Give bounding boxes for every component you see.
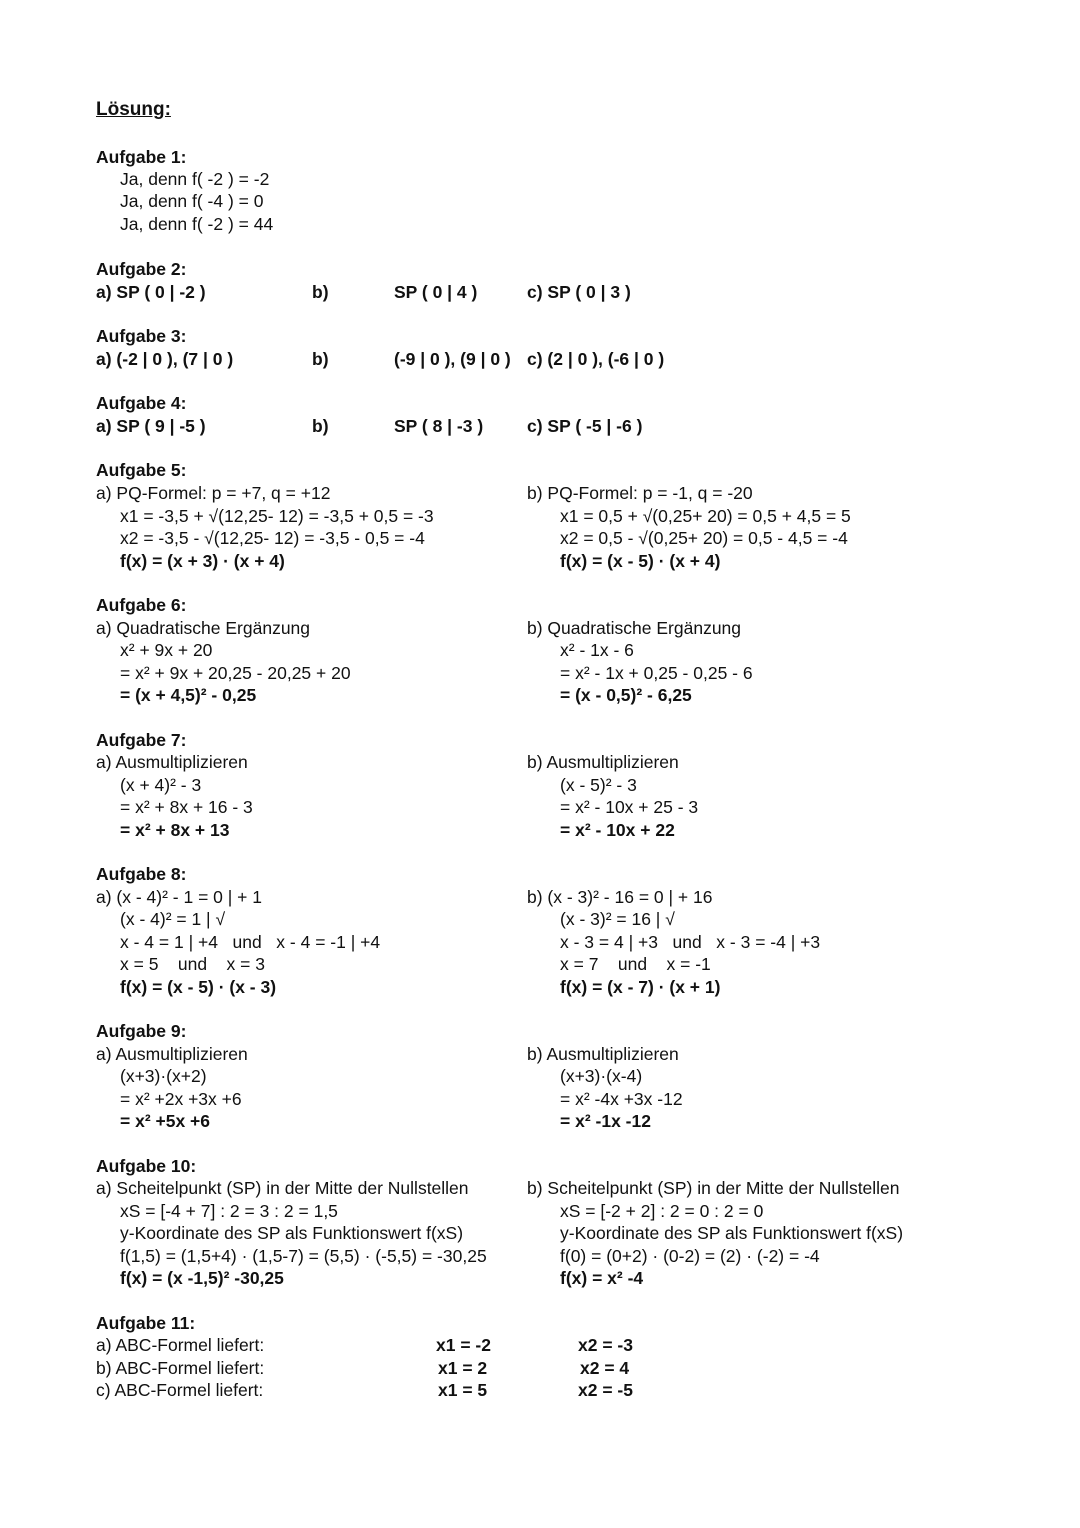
task-7a-result: = x² + 8x + 13 [120, 820, 230, 840]
task-9-heading: Aufgabe 9: [96, 1021, 187, 1041]
task-4-answer-b: SP ( 8 | -3 ) [394, 416, 484, 436]
task-6-heading: Aufgabe 6: [96, 595, 187, 615]
task-4-label-b: b) [312, 416, 329, 436]
task-8a-line: (x - 4)² = 1 | √ [120, 909, 226, 929]
task-7a-line: (x + 4)² - 3 [120, 775, 202, 795]
task-4-heading: Aufgabe 4: [96, 393, 187, 413]
task-8a-line: a) (x - 4)² - 1 = 0 | + 1 [96, 887, 262, 907]
task-8b-line: b) (x - 3)² - 16 = 0 | + 16 [527, 887, 713, 907]
task-10b-line: xS = [-2 + 2] : 2 = 0 : 2 = 0 [560, 1201, 764, 1221]
task-4-answer-a: a) SP ( 9 | -5 ) [96, 416, 206, 436]
task-11-x2: x2 = -3 [578, 1335, 633, 1355]
task-1-heading: Aufgabe 1: [96, 147, 187, 167]
task-10b-line: b) Scheitelpunkt (SP) in der Mitte der Nullstellen [527, 1178, 900, 1198]
task-2-answer-c: c) SP ( 0 | 3 ) [527, 282, 631, 302]
task-7a-line: a) Ausmultiplizieren [96, 752, 248, 772]
task-11-label: a) ABC-Formel liefert: [96, 1335, 265, 1355]
task-11-label: b) ABC-Formel liefert: [96, 1358, 265, 1378]
task-11-label: c) ABC-Formel liefert: [96, 1380, 264, 1400]
task-10b-line: f(0) = (0+2) · (0-2) = (2) · (-2) = -4 [560, 1246, 820, 1266]
task-9b-line: = x² -4x +3x -12 [560, 1089, 683, 1109]
task-7-heading: Aufgabe 7: [96, 730, 187, 750]
task-11-x1: x1 = -2 [436, 1335, 491, 1355]
task-11-x2: x2 = 4 [580, 1358, 630, 1378]
page-title: Lösung: [96, 99, 171, 120]
task-7b-result: = x² - 10x + 22 [560, 820, 675, 840]
task-5a-line: x2 = -3,5 - √(12,25- 12) = -3,5 - 0,5 = -4 [120, 528, 425, 548]
task-1-line: Ja, denn f( -2 ) = 44 [120, 214, 274, 234]
task-6b-result: = (x - 0,5)² - 6,25 [560, 685, 692, 705]
task-5a-line: x1 = -3,5 + √(12,25- 12) = -3,5 + 0,5 = -3 [120, 506, 434, 526]
task-5a-line: a) PQ-Formel: p = +7, q = +12 [96, 483, 331, 503]
task-9a-line: (x+3)·(x+2) [120, 1066, 207, 1086]
task-5-heading: Aufgabe 5: [96, 460, 187, 480]
task-5b-line: x2 = 0,5 - √(0,25+ 20) = 0,5 - 4,5 = -4 [560, 528, 848, 548]
task-2-answer-a: a) SP ( 0 | -2 ) [96, 282, 206, 302]
task-2-answer-b: SP ( 0 | 4 ) [394, 282, 478, 302]
task-11-x2: x2 = -5 [578, 1380, 633, 1400]
task-10a-result: f(x) = (x -1,5)² -30,25 [120, 1268, 284, 1288]
task-8a-result: f(x) = (x - 5) · (x - 3) [120, 977, 277, 997]
task-6b-line: b) Quadratische Ergänzung [527, 618, 742, 638]
task-5b-line: b) PQ-Formel: p = -1, q = -20 [527, 483, 753, 503]
task-8b-line: x - 3 = 4 | +3 und x - 3 = -4 | +3 [560, 932, 821, 952]
task-6a-line: = x² + 9x + 20,25 - 20,25 + 20 [120, 663, 351, 683]
task-2-label-b: b) [312, 282, 329, 302]
task-3-label-b: b) [312, 349, 329, 369]
task-9b-line: b) Ausmultiplizieren [527, 1044, 679, 1064]
task-5b-line: x1 = 0,5 + √(0,25+ 20) = 0,5 + 4,5 = 5 [560, 506, 851, 526]
task-10-heading: Aufgabe 10: [96, 1156, 197, 1176]
task-2-heading: Aufgabe 2: [96, 259, 187, 279]
task-10a-line: y-Koordinate des SP als Funktionswert f(xS) [120, 1223, 464, 1243]
task-6a-result: = (x + 4,5)² - 0,25 [120, 685, 257, 705]
task-6b-line: = x² - 1x + 0,25 - 0,25 - 6 [560, 663, 753, 683]
task-3-answer-b: (-9 | 0 ), (9 | 0 ) [394, 349, 511, 369]
task-3-answer-a: a) (-2 | 0 ), (7 | 0 ) [96, 349, 234, 369]
task-9a-line: = x² +2x +3x +6 [120, 1089, 242, 1109]
task-10b-result: f(x) = x² -4 [560, 1268, 644, 1288]
task-7b-line: (x - 5)² - 3 [560, 775, 637, 795]
task-9b-line: (x+3)·(x-4) [560, 1066, 643, 1086]
task-11-heading: Aufgabe 11: [96, 1313, 196, 1333]
task-8a-line: x = 5 und x = 3 [120, 954, 265, 974]
task-5a-result: f(x) = (x + 3) · (x + 4) [120, 551, 285, 571]
task-1-line: Ja, denn f( -4 ) = 0 [120, 191, 264, 211]
task-8b-result: f(x) = (x - 7) · (x + 1) [560, 977, 721, 997]
task-1-line: Ja, denn f( -2 ) = -2 [120, 169, 270, 189]
task-10b-line: y-Koordinate des SP als Funktionswert f(xS) [560, 1223, 904, 1243]
task-9b-result: = x² -1x -12 [560, 1111, 651, 1131]
task-4-answer-c: c) SP ( -5 | -6 ) [527, 416, 643, 436]
task-10a-line: f(1,5) = (1,5+4) · (1,5-7) = (5,5) · (-5,5) = -30,25 [120, 1246, 487, 1266]
task-7b-line: = x² - 10x + 25 - 3 [560, 797, 699, 817]
task-5b-result: f(x) = (x - 5) · (x + 4) [560, 551, 721, 571]
task-9a-result: = x² +5x +6 [120, 1111, 211, 1131]
task-8b-line: x = 7 und x = -1 [560, 954, 711, 974]
task-11-x1: x1 = 2 [438, 1358, 488, 1378]
task-3-answer-c: c) (2 | 0 ), (-6 | 0 ) [527, 349, 665, 369]
task-11-x1: x1 = 5 [438, 1380, 488, 1400]
task-3-heading: Aufgabe 3: [96, 326, 187, 346]
task-8b-line: (x - 3)² = 16 | √ [560, 909, 675, 929]
task-10a-line: a) Scheitelpunkt (SP) in der Mitte der Nullstellen [96, 1178, 469, 1198]
task-7a-line: = x² + 8x + 16 - 3 [120, 797, 253, 817]
task-8-heading: Aufgabe 8: [96, 864, 187, 884]
task-6b-line: x² - 1x - 6 [560, 640, 634, 660]
task-9a-line: a) Ausmultiplizieren [96, 1044, 248, 1064]
task-10a-line: xS = [-4 + 7] : 2 = 3 : 2 = 1,5 [120, 1201, 338, 1221]
task-6a-line: x² + 9x + 20 [120, 640, 213, 660]
task-8a-line: x - 4 = 1 | +4 und x - 4 = -1 | +4 [120, 932, 381, 952]
task-6a-line: a) Quadratische Ergänzung [96, 618, 311, 638]
task-7b-line: b) Ausmultiplizieren [527, 752, 679, 772]
